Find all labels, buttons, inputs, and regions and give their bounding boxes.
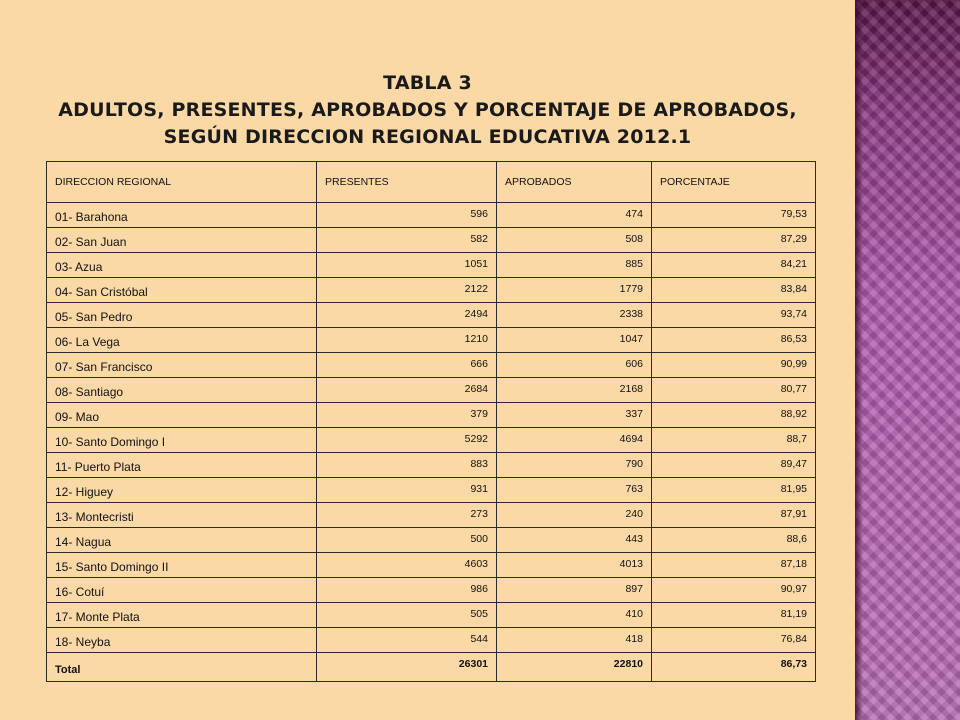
table-row	[47, 553, 816, 578]
cell-porcentaje: 84,21	[652, 253, 816, 278]
cell-aprobados: 508	[497, 228, 652, 253]
cell-presentes: 986	[317, 578, 497, 603]
table-row	[47, 303, 816, 328]
cell-aprobados: 240	[497, 503, 652, 528]
decorative-side-strip	[855, 0, 960, 720]
table-row	[47, 503, 816, 528]
cell-presentes: 2494	[317, 303, 497, 328]
cell-porcentaje: 90,97	[652, 578, 816, 603]
table-row	[47, 228, 816, 253]
cell-direccion-regional: 14- Nagua	[47, 528, 317, 553]
cell-porcentaje: 81,95	[652, 478, 816, 503]
header-presentes: PRESENTES	[317, 162, 497, 203]
cell-aprobados: 474	[497, 203, 652, 228]
cell-aprobados: 443	[497, 528, 652, 553]
cell-direccion-regional: 04- San Cristóbal	[47, 278, 317, 303]
cell-direccion-regional: 08- Santiago	[47, 378, 317, 403]
cell-direccion-regional: 03- Azua	[47, 253, 317, 278]
table-body	[47, 203, 816, 682]
cell-presentes: 544	[317, 628, 497, 653]
cell-porcentaje: 80,77	[652, 378, 816, 403]
cell-direccion-regional: 02- San Juan	[47, 228, 317, 253]
cell-aprobados: 790	[497, 453, 652, 478]
cell-porcentaje: 88,7	[652, 428, 816, 453]
cell-presentes: 2684	[317, 378, 497, 403]
table-row	[47, 628, 816, 653]
cell-direccion-regional: 01- Barahona	[47, 203, 317, 228]
cell-aprobados: 2168	[497, 378, 652, 403]
cell-aprobados: 2338	[497, 303, 652, 328]
table-row	[47, 453, 816, 478]
total-presentes: 26301	[317, 653, 497, 682]
cell-porcentaje: 81,19	[652, 603, 816, 628]
table-row	[47, 403, 816, 428]
table-row	[47, 253, 816, 278]
page-title	[0, 70, 855, 151]
cell-presentes: 273	[317, 503, 497, 528]
cell-presentes: 931	[317, 478, 497, 503]
total-aprobados: 22810	[497, 653, 652, 682]
header-porcentaje: PORCENTAJE	[652, 162, 816, 203]
cell-aprobados: 1779	[497, 278, 652, 303]
cell-presentes: 666	[317, 353, 497, 378]
cell-presentes: 500	[317, 528, 497, 553]
table-header-row	[47, 162, 816, 203]
title-line-1: TABLA 3	[383, 72, 472, 94]
table-row	[47, 603, 816, 628]
title-line-2: ADULTOS, PRESENTES, APROBADOS Y PORCENTAJE DE APROBADOS,	[58, 99, 797, 121]
cell-direccion-regional: 15- Santo Domingo II	[47, 553, 317, 578]
cell-presentes: 2122	[317, 278, 497, 303]
cell-aprobados: 4694	[497, 428, 652, 453]
cell-aprobados: 885	[497, 253, 652, 278]
table-total-row	[47, 653, 816, 682]
cell-presentes: 1210	[317, 328, 497, 353]
table-row	[47, 203, 816, 228]
cell-aprobados: 763	[497, 478, 652, 503]
table-row	[47, 578, 816, 603]
total-label: Total	[47, 653, 317, 682]
cell-direccion-regional: 06- La Vega	[47, 328, 317, 353]
cell-porcentaje: 88,6	[652, 528, 816, 553]
cell-presentes: 5292	[317, 428, 497, 453]
cell-porcentaje: 86,53	[652, 328, 816, 353]
cell-porcentaje: 87,18	[652, 553, 816, 578]
table-row	[47, 478, 816, 503]
cell-direccion-regional: 18- Neyba	[47, 628, 317, 653]
table-row	[47, 278, 816, 303]
table-row	[47, 528, 816, 553]
cell-presentes: 883	[317, 453, 497, 478]
cell-porcentaje: 76,84	[652, 628, 816, 653]
cell-presentes: 582	[317, 228, 497, 253]
cell-direccion-regional: 09- Mao	[47, 403, 317, 428]
cell-presentes: 4603	[317, 553, 497, 578]
table-row	[47, 378, 816, 403]
cell-presentes: 379	[317, 403, 497, 428]
cell-direccion-regional: 05- San Pedro	[47, 303, 317, 328]
cell-aprobados: 1047	[497, 328, 652, 353]
cell-porcentaje: 90,99	[652, 353, 816, 378]
table-row	[47, 428, 816, 453]
cell-porcentaje: 79,53	[652, 203, 816, 228]
cell-direccion-regional: 11- Puerto Plata	[47, 453, 317, 478]
total-porcentaje: 86,73	[652, 653, 816, 682]
table-row	[47, 353, 816, 378]
cell-aprobados: 897	[497, 578, 652, 603]
cell-aprobados: 606	[497, 353, 652, 378]
header-aprobados: APROBADOS	[497, 162, 652, 203]
table-row	[47, 328, 816, 353]
cell-presentes: 505	[317, 603, 497, 628]
cell-presentes: 1051	[317, 253, 497, 278]
cell-direccion-regional: 12- Higuey	[47, 478, 317, 503]
cell-direccion-regional: 17- Monte Plata	[47, 603, 317, 628]
cell-aprobados: 4013	[497, 553, 652, 578]
title-line-3: SEGÚN DIRECCION REGIONAL EDUCATIVA 2012.1	[163, 126, 692, 148]
cell-aprobados: 337	[497, 403, 652, 428]
cell-presentes: 596	[317, 203, 497, 228]
cell-aprobados: 410	[497, 603, 652, 628]
header-direccion-regional: DIRECCION REGIONAL	[47, 162, 317, 203]
data-table	[46, 161, 816, 682]
cell-porcentaje: 87,29	[652, 228, 816, 253]
cell-porcentaje: 89,47	[652, 453, 816, 478]
cell-porcentaje: 83,84	[652, 278, 816, 303]
cell-porcentaje: 88,92	[652, 403, 816, 428]
cell-aprobados: 418	[497, 628, 652, 653]
cell-porcentaje: 87,91	[652, 503, 816, 528]
cell-direccion-regional: 13- Montecristi	[47, 503, 317, 528]
cell-direccion-regional: 07- San Francisco	[47, 353, 317, 378]
cell-porcentaje: 93,74	[652, 303, 816, 328]
cell-direccion-regional: 10- Santo Domingo I	[47, 428, 317, 453]
cell-direccion-regional: 16- Cotuí	[47, 578, 317, 603]
